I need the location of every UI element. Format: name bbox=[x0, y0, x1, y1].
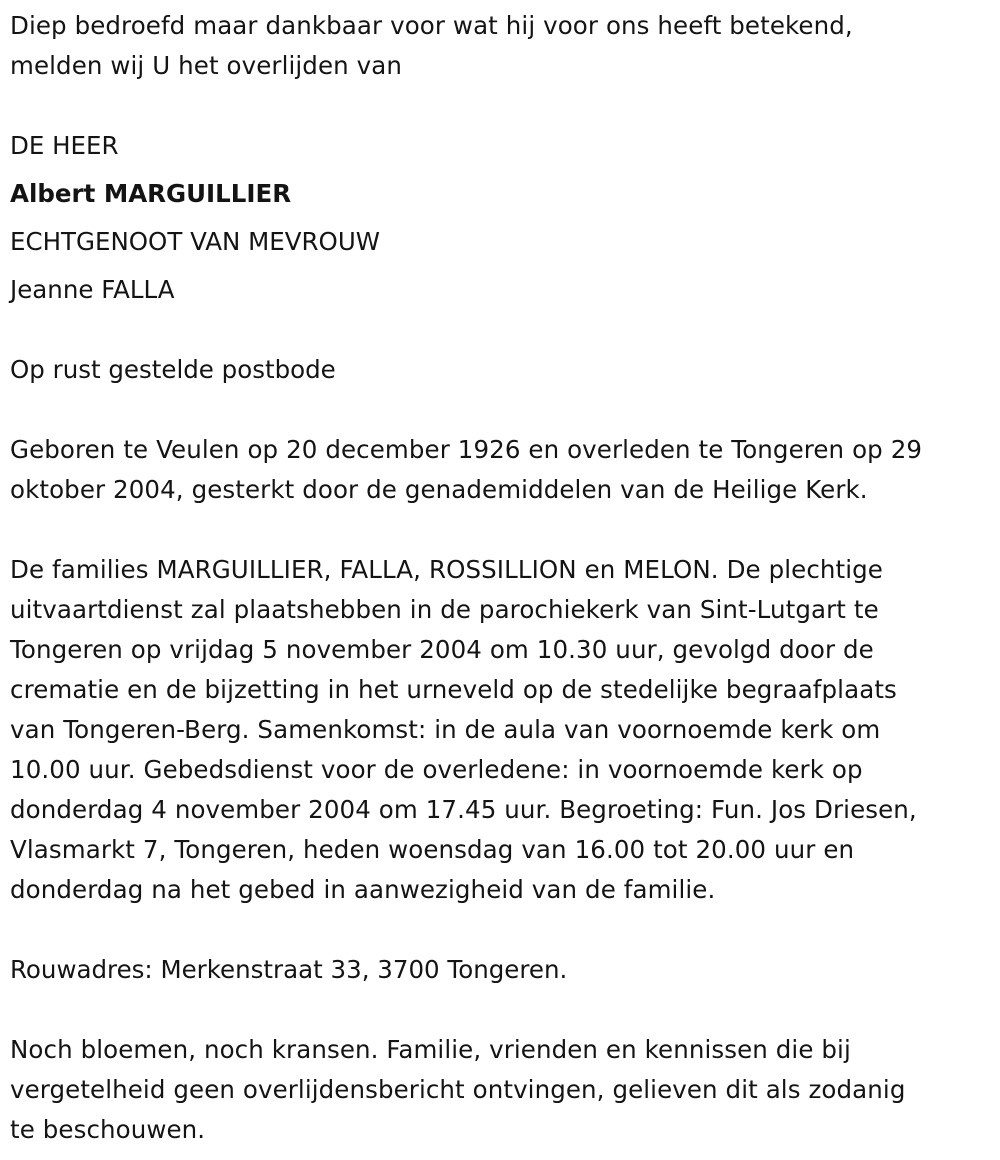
spouse-label: ECHTGENOOT VAN MEVROUW bbox=[10, 227, 381, 256]
deceased-name: Albert MARGUILLIER bbox=[10, 179, 292, 208]
occupation: Op rust gestelde postbode bbox=[10, 355, 336, 384]
mourning-address: Rouwadres: Merkenstraat 33, 3700 Tongeren. bbox=[10, 955, 568, 984]
funeral-details-text: De families MARGUILLIER, FALLA, ROSSILLION en MELON. De plechtige uitvaartdienst zal plaatshebben in de parochiekerk van Sint-Lutgart te Tongeren op vrijdag 5 november 2004 om 10.30 uur, gevolgd door de crematie en de bijzetting in het urneveld op de stedelijke begraafplaats van Tongeren-Berg. Samenkomst: in de aula van voornoemde kerk om 10.00 uur. Gebedsdienst voor de overledene: in voornoemde kerk op donderdag 4 november 2004 om 17.45 uur. Begroeting: Fun. Jos Driesen, Vlasmarkt 7, Tongeren, heden woensdag van 16.00 tot 20.00 uur en donderdag na het gebed in aanwezigheid van de familie. bbox=[10, 555, 917, 904]
birth-death-text: Geboren te Veulen op 20 december 1926 en overleden te Tongeren op 29 oktober 2004, gesterkt door de genademiddelen van de Heilige Kerk. bbox=[10, 435, 923, 504]
spouse-name: Jeanne FALLA bbox=[10, 275, 175, 304]
title-prefix: DE HEER bbox=[10, 131, 119, 160]
intro-text: Diep bedroefd maar dankbaar voor wat hij voor ons heeft betekend, melden wij U het overlijden van bbox=[10, 11, 853, 80]
closing-note: Noch bloemen, noch kransen. Familie, vrienden en kennissen die bij vergetelheid geen overlijdensbericht ontvingen, gelieven dit als zodanig te beschouwen. bbox=[10, 1035, 906, 1144]
